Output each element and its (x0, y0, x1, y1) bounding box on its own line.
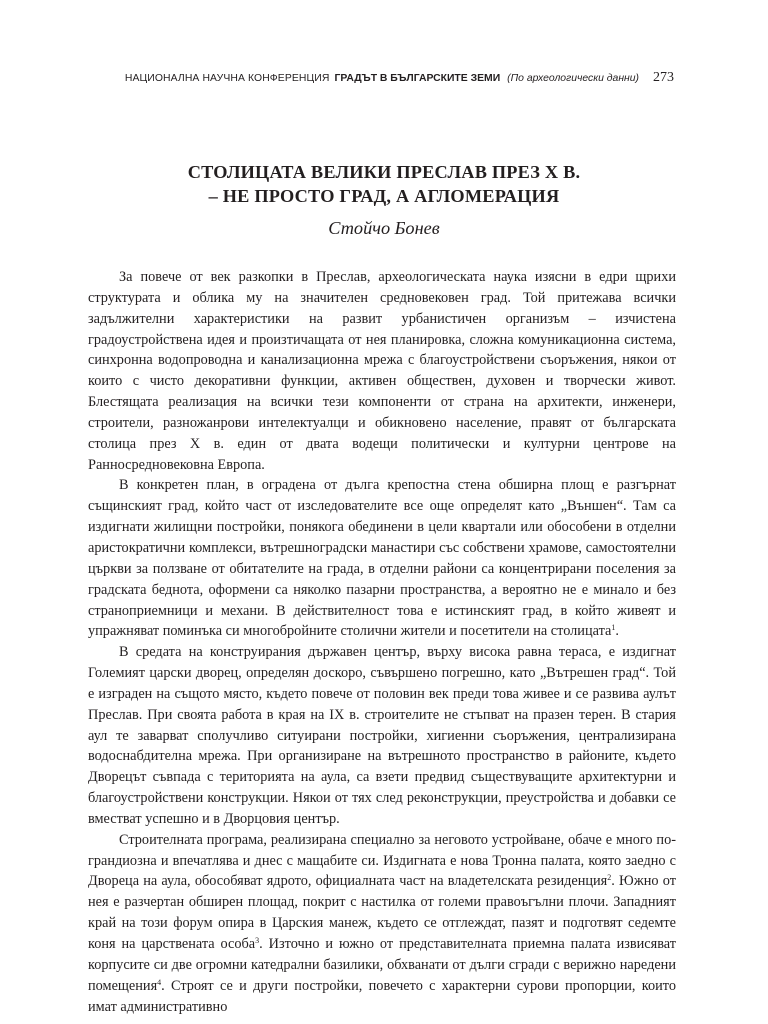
conference-name: НАЦИОНАЛНА НАУЧНА КОНФЕРЕНЦИЯ (124, 73, 330, 84)
footnote-ref[interactable]: 3 (255, 936, 260, 945)
footnote-ref[interactable]: 4 (157, 977, 162, 987)
title-line-2: – НЕ ПРОСТО ГРАД, А АГЛОМЕРАЦИЯ (208, 186, 560, 206)
paragraph: В средата на конструирания държавен център, върху висока равна тераса, е издигнат Големият царски дворец, определян доскоро, съвършено погрешно, като „Вътрешен град“. Той е изграден на същото място, където повече от половин век преди това живее и се развива аулът Преслав. При своята работа в края на IX в. строителите не стъпват на празен терен. В стария аул те заварват сполучливо ситуирани постройки, хигиенни съоръжения, централизирана водоснабдителна мрежа. При организиране на вътрешното пространство в районите, където Дворецът съвпада с територията на аула, са взети предвид съществуващите архитектурни и благоустройствени конструкции. Някои от тях след реконструкции, преустройства и добавки се вместват успешно и в Дворцовия център. (88, 644, 676, 827)
footnote-ref[interactable]: 1 (611, 623, 616, 633)
paragraph: В конкретен план, в оградена от дълга крепостна стена обширна площ е разгърнат същинският град, който част от изследователите все още определят като „Външен“. Там са издигнати жилищни постройки, понякога обединени в цели квартали или обособени в отделни аристократични комплекси, вътрешноградски манастири със собствени храмове, самостоятелни църкви за ползване от обитателите на града, в отделни райони са концентрирани поселения за градската беднота, оформени са няколко пазарни пространства, а вероятно не е минало и без страноприемници и механи. В действителност това е истинският град, в който живеят и упражняват поминъка си многобройните столични жители и посетители на столицата$^1$. (88, 477, 676, 640)
title-line-1: СТОЛИЦАТА ВЕЛИКИ ПРЕСЛАВ ПРЕЗ Х В. (187, 162, 581, 182)
paragraph: За повече от век разкопки в Преслав, археологическата наука изясни в едри щрихи структурата и облика му на значителен средновековен град. Той притежава всички задължителни характеристики на развит урбанистичен организъм – изчистена градоустройствена идея и произтичащата от нея планировка, сложна комуникационна система, синхронна водопроводна и канализационна мрежа с благоустройствени съоръжения, някои от които с чисто декоративни функции, активен обществен, духовен и творчески живот. Блестящата реализация на всички тези компоненти от страна на архитекти, инженери, строители, разножанрови интелектуалци и обикновено население, правят от българската столица през Х в. един от двата водещи политически и културни центрове на Ранносредновековна Европа. (88, 269, 676, 473)
footnote-ref[interactable]: 2 (607, 873, 612, 883)
conference-theme: ГРАДЪТ В БЪЛГАРСКИТЕ ЗЕМИ (334, 73, 501, 84)
article-body (88, 267, 676, 1017)
article-author: Стойчо Бонев (328, 218, 440, 238)
running-header (118, 70, 674, 86)
page-number: 273 (653, 70, 674, 85)
article-title (90, 160, 678, 208)
conference-subtitle: (По археологически данни) (507, 73, 639, 84)
paragraph: Строителната програма, реализирана специално за неговото устройване, обаче е много по-грандиозна и впечатлява и днес с мащабите си. Издигната е нова Тронна палата, която заедно с Двореца на аула, обособяват ядрото, официалната част на владетелската резиденция$^2$. Южно от нея е разчертан обширен площад, покрит с настилка от големи правоъгълни плочи. Западният край на този форум опира в Царския манеж, където се отглеждат, пазят и подготвят седемте коня на царствената особа$^3$. Източно и южно от представителната приемна палата извисяват корпусите си две огромни катедрални базилики, обхванати от дълги сгради с верижно наредени помещения$^4$. Строят се и други постройки, повечето с характерни сурови пропорции, които имат административно (88, 831, 676, 1015)
